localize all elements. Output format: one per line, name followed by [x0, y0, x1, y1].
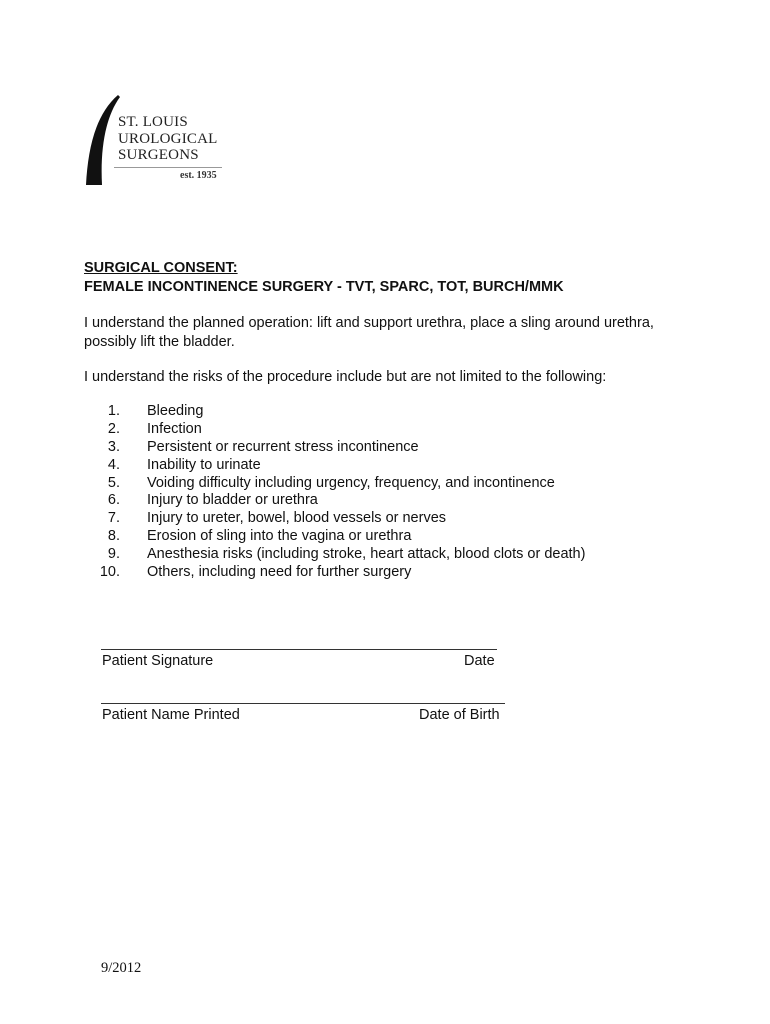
list-item-number: 1.	[107, 403, 120, 419]
risks-intro: I understand the risks of the procedure include but are not limited to the following:	[84, 369, 607, 385]
list-item-text: Bleeding	[147, 403, 204, 419]
revision-date: 9/2012	[101, 960, 142, 976]
list-item-text: Persistent or recurrent stress incontinence	[147, 438, 419, 455]
logo-established: est. 1935	[180, 170, 217, 181]
list-item-text: Anesthesia risks (including stroke, heart attack, blood clots or death)	[147, 546, 586, 563]
list-item-number: 2.	[107, 420, 120, 437]
list-item-text: Voiding difficulty including urgency, frequency, and incontinence	[147, 474, 555, 491]
list-item	[84, 510, 447, 528]
patient-name-label: Patient Name Printed	[102, 707, 240, 723]
logo-line-1: ST. LOUIS	[118, 114, 188, 130]
list-item-text: Injury to bladder or urethra	[147, 492, 318, 509]
list-item	[84, 546, 586, 564]
list-item	[84, 420, 202, 439]
list-item-number: 10.	[99, 564, 120, 581]
list-item	[84, 492, 318, 510]
list-item	[84, 438, 419, 457]
list-item-number: 7.	[107, 510, 120, 527]
list-item	[84, 474, 555, 493]
list-item-number: 4.	[107, 456, 120, 473]
practice-logo	[84, 92, 234, 188]
signature-date-label: Date	[464, 653, 495, 669]
date-of-birth-label: Date of Birth	[419, 707, 500, 723]
list-item-number: 8.	[107, 528, 120, 545]
list-item-text: Inability to urinate	[147, 456, 261, 473]
operation-statement: I understand the planned operation: lift and support urethra, place a sling around urethra, possibly lift the bladder.	[84, 315, 654, 350]
consent-title: SURGICAL CONSENT:	[84, 260, 238, 276]
printed-name-line[interactable]	[101, 703, 505, 704]
logo-line-3: SURGEONS	[118, 147, 199, 163]
list-item-text: Others, including need for further surgery	[147, 564, 412, 581]
list-item-text: Infection	[147, 420, 202, 437]
list-item-number: 9.	[107, 546, 120, 563]
signature-line[interactable]	[101, 649, 497, 650]
list-item-number: 5.	[107, 474, 120, 491]
patient-signature-label: Patient Signature	[102, 653, 214, 669]
list-item	[84, 456, 261, 475]
list-item	[84, 403, 204, 421]
list-item-text: Injury to ureter, bowel, blood vessels or nerves	[147, 510, 447, 527]
risk-list	[84, 403, 586, 582]
logo-line-2: UROLOGICAL	[118, 131, 218, 147]
list-item-number: 6.	[107, 492, 120, 509]
list-item	[84, 564, 412, 582]
procedure-title: FEMALE INCONTINENCE SURGERY - TVT, SPARC, TOT, BURCH/MMK	[84, 279, 564, 295]
list-item	[84, 528, 412, 546]
list-item-number: 3.	[107, 438, 120, 455]
list-item-text: Erosion of sling into the vagina or urethra	[147, 528, 412, 545]
logo-divider	[114, 167, 222, 168]
